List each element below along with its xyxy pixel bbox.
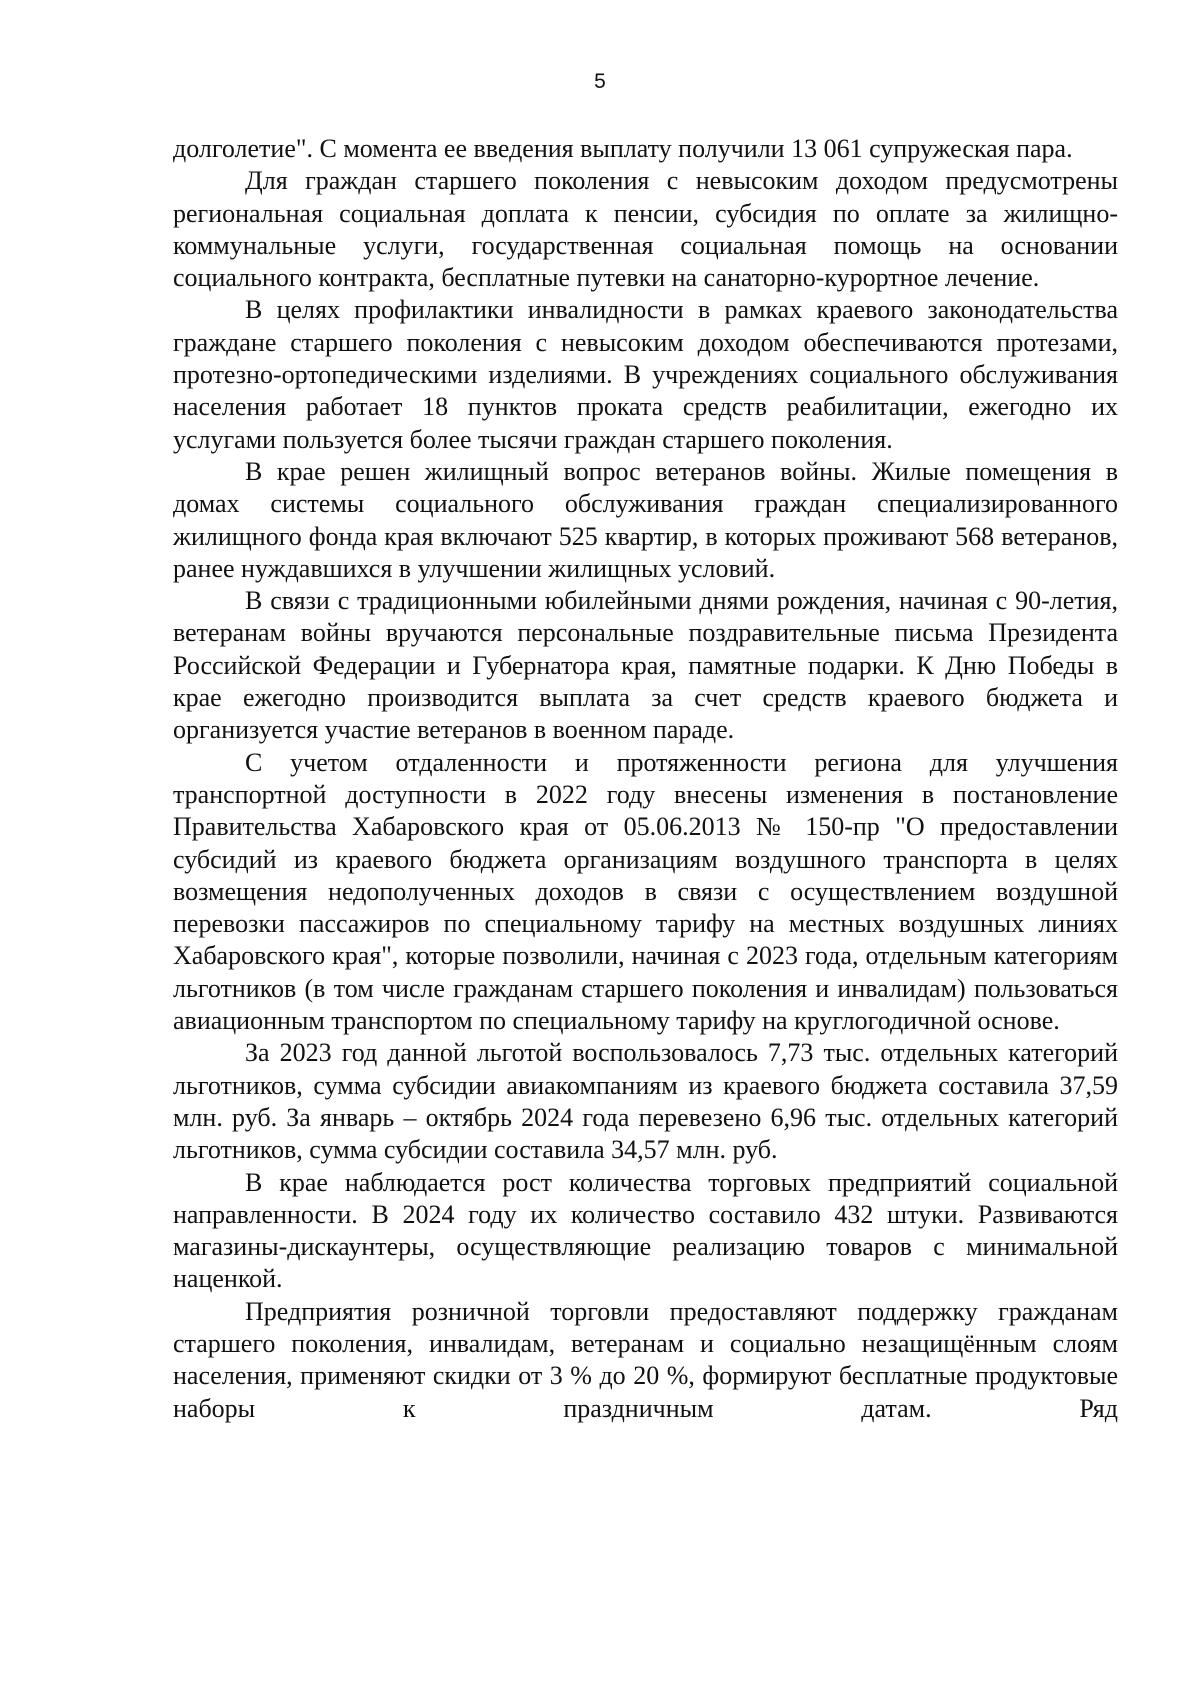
paragraph-anniversary-greetings: В связи с традиционными юбилейными днями рождения, начиная с 90-летия, ветеранам войны вручаются персональные поздравительные письма Президента Российской Федерации и Губернатора края, памятные подарки. К Дню Победы в крае ежегодно производится выплата за счет средств краевого бюджета и организуется участие ветеранов в военном параде. [173, 586, 1118, 745]
paragraph-low-income-support: Для граждан старшего поколения с невысоким доходом предусмотрены региональная социальная доплата к пенсии, субсидия по оплате за жилищно-коммунальные услуги, государственная социальная помощь на основании социального контракта, бесплатные путевки на санаторно-курортное лечение. [173, 166, 1118, 293]
page-number: 5 [594, 70, 606, 93]
paragraph-continuation-longevity: долголетие". С момента ее введения выплату получили 13 061 супружеская пара. [173, 134, 1073, 163]
paragraph-disability-prevention: В целях профилактики инвалидности в рамках краевого законодательства граждане старшего поколения с невысоким доходом обеспечиваются протезами, протезно-ортопедическими изделиями. В учреждениях социального обслуживания населения работает 18 пунктов проката средств реабилитации, ежегодно их услугами пользуется более тысячи граждан старшего поколения. [173, 295, 1118, 454]
paragraph-air-transport: С учетом отдаленности и протяженности региона для улучшения транспортной доступности в 2022 году внесены изменения в постановление Правительства Хабаровского края от 05.06.2013 № 150-пр "О предоставлении субсидий из краевого бюджета организациям воздушного транспорта в целях возмещения недополученных доходов в связи с осуществлением воздушной перевозки пассажиров по специальному тарифу на местных воздушных линиях Хабаровского края", которые позволили, начиная с 2023 года, отдельным категориям льготников (в том числе гражданам старшего поколения и инвалидам) пользоваться авиационным транспортом по специальному тарифу на круглогодичной основе. [173, 747, 1118, 1036]
document-body [173, 133, 1118, 1425]
paragraph-social-trade: В крае наблюдается рост количества торговых предприятий социальной направленности. В 2024 году их количество составило 432 штуки. Развиваются магазины-дискаунтеры, осуществляющие реализацию товаров с минимальной наценкой. [173, 1167, 1118, 1294]
paragraph-air-subsidy-stats: За 2023 год данной льготой воспользовалось 7,73 тыс. отдельных категорий льготников, сумма субсидии авиакомпаниям из краевого бюджета составила 37,59 млн. руб. За январь – октябрь 2024 года перевезено 6,96 тыс. отдельных категорий льготников, сумма субсидии составила 34,57 млн. руб. [173, 1038, 1118, 1165]
paragraph-retail-support: Предприятия розничной торговли предоставляют поддержку гражданам старшего поколения, инвалидам, ветеранам и социально незащищённым слоям населения, применяют скидки от 3 % до 20 %, формируют бесплатные продуктовые наборы к праздничным датам. Ряд [173, 1296, 1118, 1423]
paragraph-veterans-housing: В крае решен жилищный вопрос ветеранов войны. Жилые помещения в домах системы социального обслуживания граждан специализированного жилищного фонда края включают 525 квартир, в которых проживают 568 ветеранов, ранее нуждавшихся в улучшении жилищных условий. [173, 456, 1118, 583]
